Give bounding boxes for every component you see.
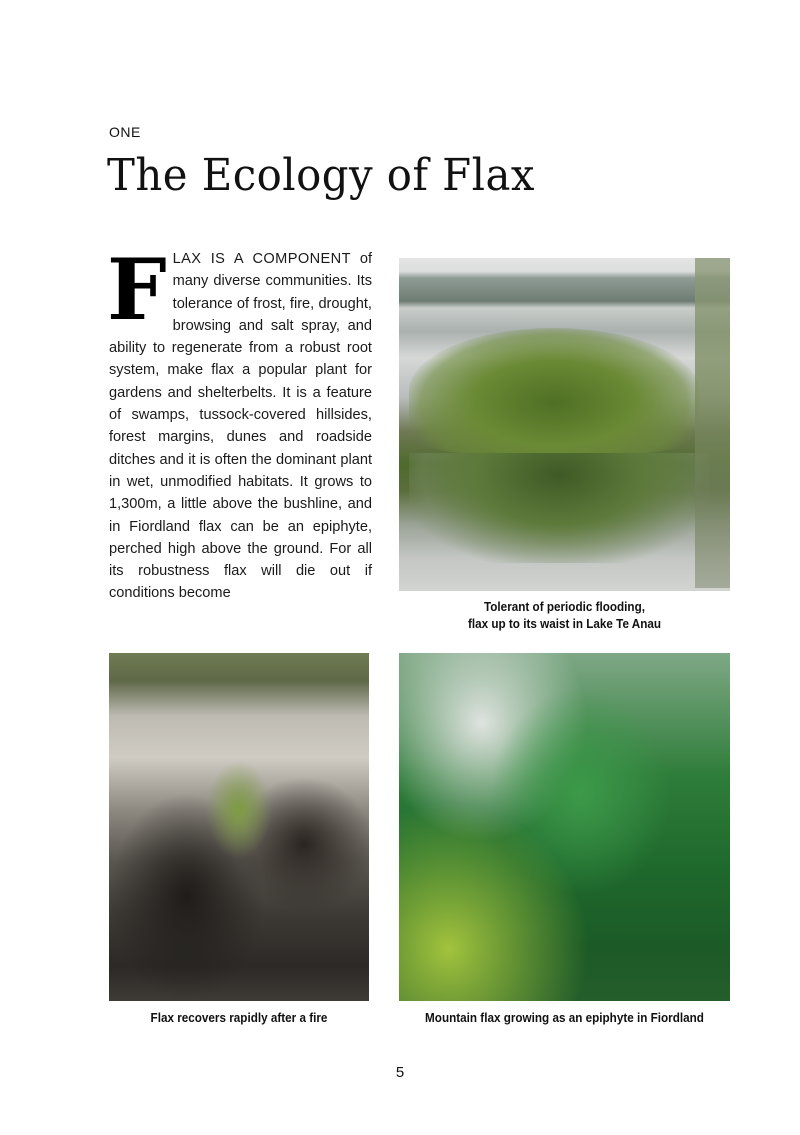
- chapter-label: ONE: [109, 124, 141, 140]
- fire-photo-caption: Flax recovers rapidly after a fire: [150, 1010, 328, 1025]
- shoreline-bush: [695, 258, 730, 588]
- fire-recovery-photo: [109, 653, 369, 1001]
- lake-caption-line-2: flax up to its waist in Lake Te Anau: [467, 616, 662, 631]
- lake-photo-caption: [416, 598, 714, 632]
- dropcap: F: [107, 240, 167, 339]
- body-paragraph: [107, 240, 372, 605]
- page-title: The Ecology of Flax: [107, 150, 535, 201]
- lake-caption-line-1: Tolerant of periodic flooding,: [484, 599, 645, 614]
- flax-reflection: [409, 453, 709, 563]
- forest-photo-caption: Mountain flax growing as an epiphyte in Fiordland: [425, 1010, 704, 1025]
- lake-te-anau-photo: [399, 258, 730, 591]
- page-number: 5: [395, 1064, 405, 1081]
- flax-clump: [409, 328, 699, 453]
- body-text: of many diverse communities. Its tolerance of frost, fire, drought, browsing and salt spray, and ability to regenerate from a robust root system, make flax a popular plant for gardens and shelterbelts. It is a feature of swamps, tussock-covered hillsides, forest margins, dunes and roadside ditches and it is often the dominant plant in wet, unmodified habitats. It grows to 1,300m, a little above the bushline, and in Fiordland flax can be an epiphyte, perched high above the ground. For all its robustness flax will die out if conditions become: [109, 251, 372, 602]
- fiordland-epiphyte-photo: [399, 653, 730, 1001]
- lead-caps: LAX IS A COMPONENT: [172, 251, 351, 267]
